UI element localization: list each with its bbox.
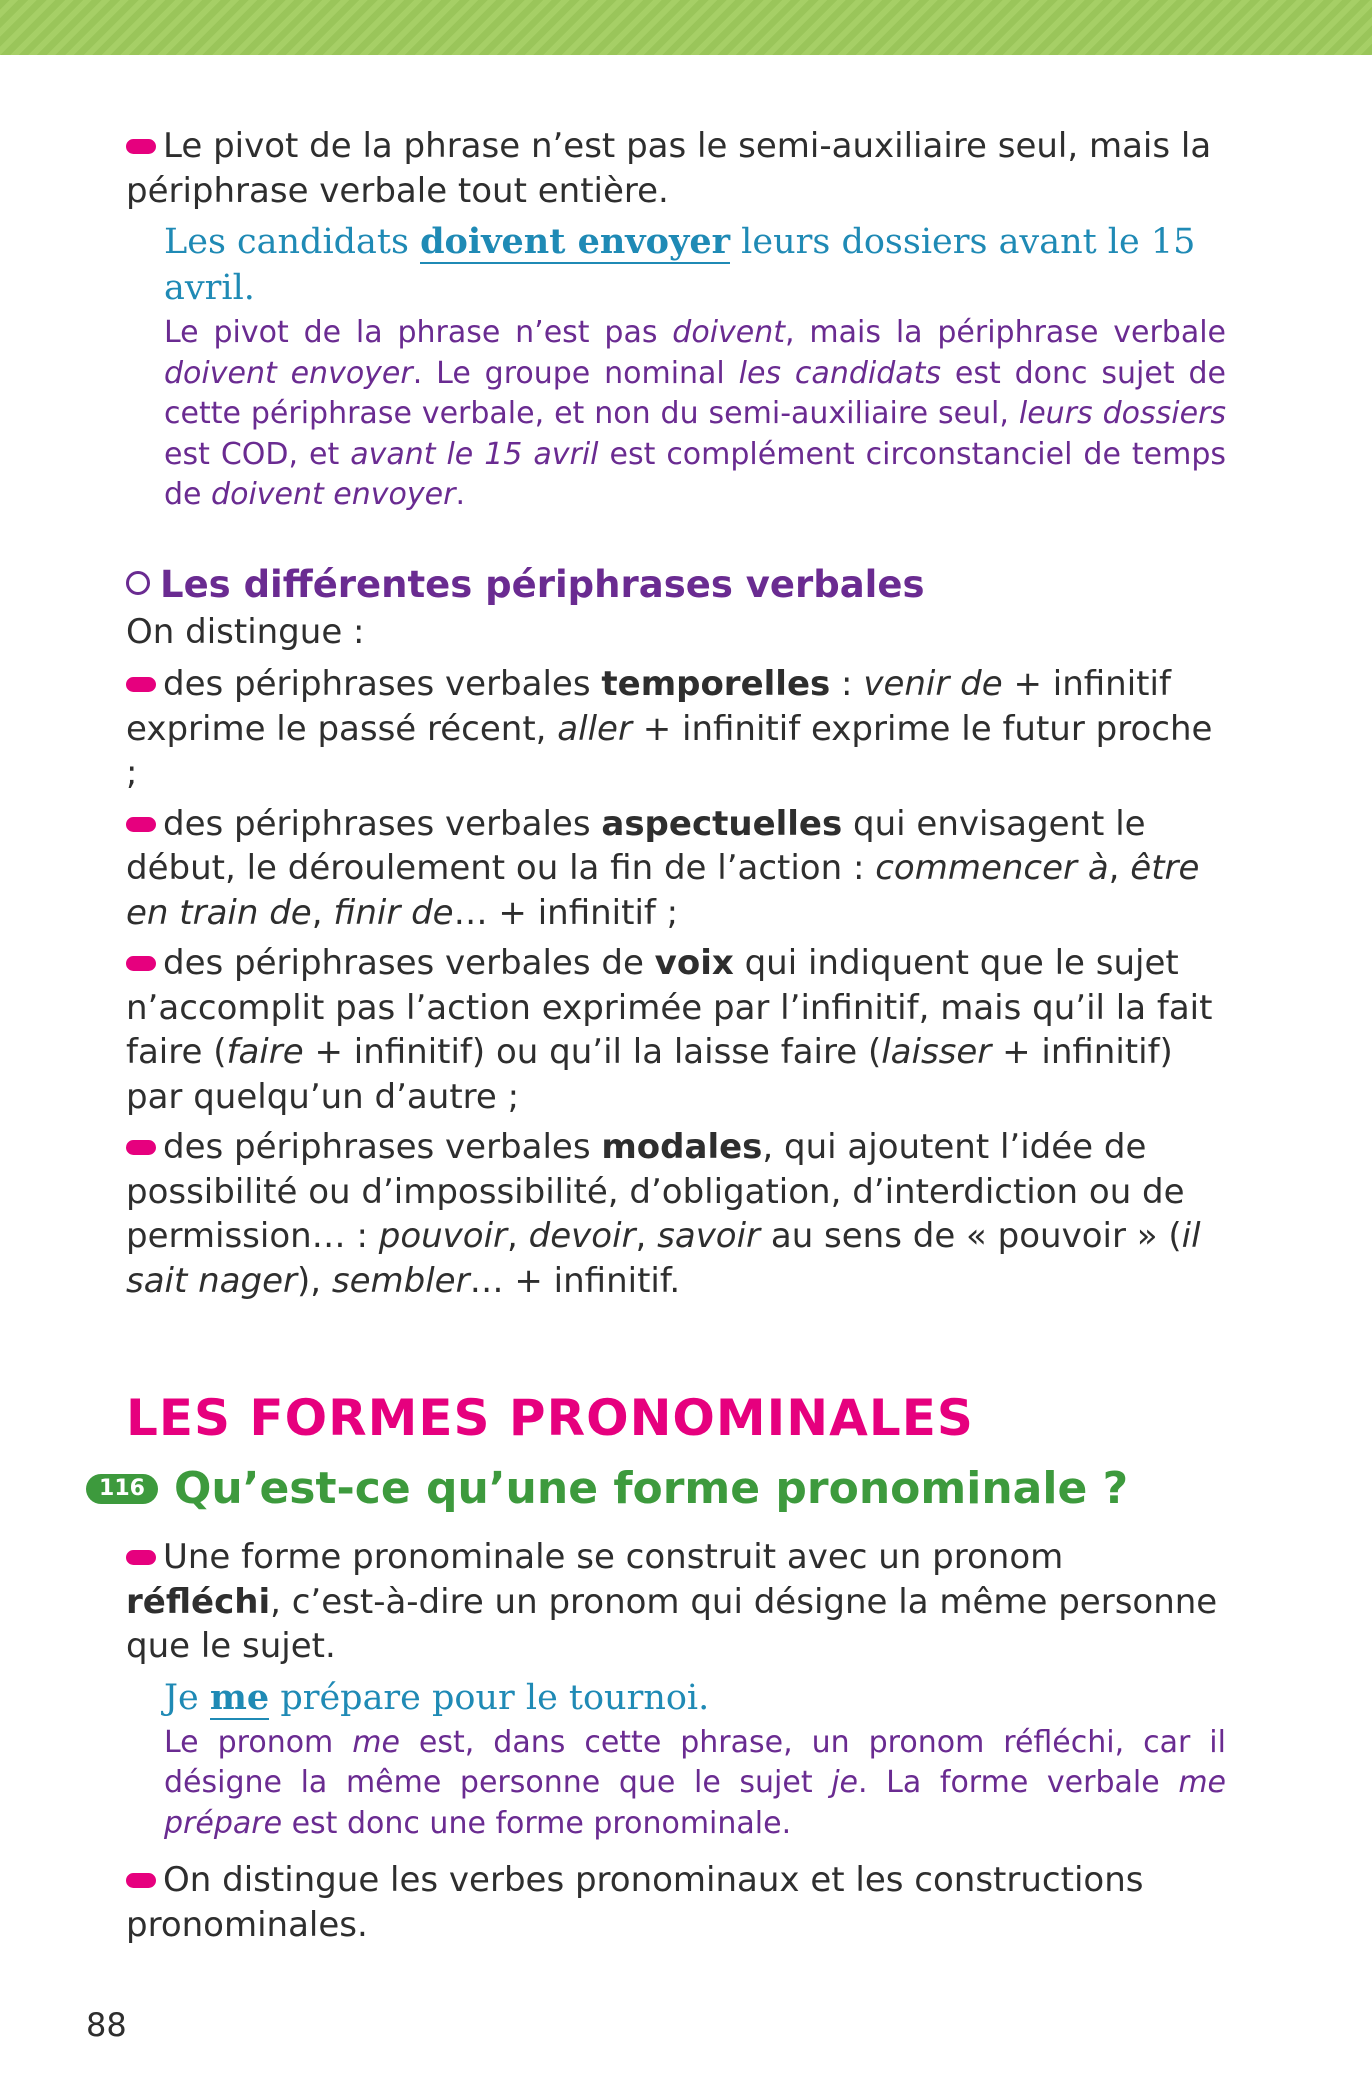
bullet-forme-pronominale [126, 1535, 1226, 1669]
text: des périphrases verbales [163, 664, 602, 704]
note-text: est COD, et [164, 436, 351, 472]
italic-term: laisser [881, 1032, 992, 1072]
note-text: est donc sujet de cette périphrase verbale, et non du semi-auxiliaire seul, [164, 355, 1226, 431]
italic-term: devoir [528, 1216, 636, 1256]
bullet-marker-icon [126, 956, 156, 971]
text: + infinitif) ou qu’il la laisse faire ( [303, 1032, 882, 1072]
text: , [507, 1216, 529, 1256]
italic-term: être en train de [126, 848, 1200, 933]
question-heading [99, 1461, 1226, 1517]
explanation-note [164, 1723, 1226, 1845]
italic-term: finir de [333, 892, 454, 933]
text: + infinitif) par quelqu’un d’autre ; [126, 1032, 1173, 1117]
bullet-temporelles [126, 662, 1226, 796]
bold-term: temporelles [601, 664, 831, 704]
bullet-voix [126, 941, 1226, 1119]
note-italic: les candidats [738, 355, 942, 391]
intro-text: On distingue : [126, 611, 365, 652]
note-text: , mais la périphrase verbale [785, 315, 1227, 350]
text: + infinitif exprime le futur proche ; [126, 708, 1213, 793]
page-number: 88 [86, 2006, 127, 2044]
bullet-marker-icon [126, 139, 156, 154]
bullet-pivot [126, 124, 1226, 213]
bullet-marker-icon [126, 1140, 156, 1155]
note-italic: leurs dossiers [1018, 396, 1226, 431]
example-sentence [164, 1675, 1226, 1721]
bullet-distinction [126, 1858, 1226, 1947]
note-italic: me prépare [164, 1765, 1226, 1841]
example-text: prépare pour le tournoi. [269, 1677, 710, 1718]
bold-term: réfléchi [126, 1581, 271, 1622]
text: qui indiquent que le sujet n’accomplit pas l’action exprimée par l’infinitif, mais qu’il la fait faire ( [126, 943, 1213, 1072]
note-italic: avant le 15 avril [350, 436, 599, 472]
italic-term: aller [557, 708, 632, 749]
example-highlight: me [209, 1676, 270, 1718]
circle-icon [126, 571, 150, 595]
note-text: Le pronom [164, 1724, 353, 1760]
question-number-badge: 116 [86, 1474, 158, 1504]
bullet-text: Le pivot de la phrase n’est pas le semi-auxiliaire seul, mais la périphrase verbale tout entière. [126, 126, 1212, 211]
text: qui envisagent le début, le déroulement ou la fin de l’action : [126, 803, 1146, 888]
bullet-marker-icon [126, 1550, 156, 1565]
text: , [1108, 848, 1131, 888]
section-title: LES FORMES PRONOMINALES [126, 1389, 974, 1447]
note-text: est donc une forme pronominale. [282, 1805, 792, 1841]
note-italic: doivent envoyer [164, 355, 413, 391]
note-italic: je [831, 1765, 859, 1800]
example-sentence [164, 219, 1226, 311]
italic-term: faire [226, 1032, 304, 1072]
note-text: . La forme verbale [858, 1765, 1179, 1800]
text: , c’est-à-dire un pronom qui désigne la même personne que le sujet. [126, 1581, 1218, 1666]
bullet-marker-icon [126, 1873, 156, 1888]
note-italic: doivent [672, 315, 786, 350]
text: au sens de « pouvoir » ( [760, 1216, 1182, 1256]
italic-term: commencer à [875, 848, 1109, 888]
text: ), [297, 1260, 332, 1301]
bullet-marker-icon [126, 817, 156, 832]
text: , qui ajoutent l’idée de possibilité ou d’impossibilité, d’obligation, d’interdiction ou de permission… : [126, 1127, 1185, 1256]
text: , [635, 1216, 658, 1256]
note-text: est complément circonstanciel de temps de [164, 436, 1226, 512]
text: Une forme pronominale se construit avec un pronom [163, 1537, 1064, 1577]
example-text: Les candidats [164, 222, 421, 262]
text: + infinitif exprime le passé récent, [126, 664, 1171, 749]
italic-term: il sait nager [126, 1216, 1201, 1301]
note-text: est, dans cette phrase, un pronom réfléchi, car il désigne la même personne que le sujet [164, 1724, 1226, 1800]
subheading-text: Les différentes périphrases verbales [160, 562, 925, 606]
bold-term: aspectuelles [601, 803, 843, 844]
explanation-note [164, 313, 1226, 516]
note-text: . Le groupe nominal [412, 355, 739, 391]
text: des périphrases verbales [163, 803, 602, 844]
bullet-modales [126, 1125, 1226, 1303]
bullet-marker-icon [126, 677, 156, 692]
note-italic: me [352, 1724, 400, 1760]
bullet-aspectuelles [126, 802, 1226, 936]
subheading [126, 562, 1226, 608]
italic-term: venir de [863, 664, 1003, 704]
text: … + infinitif. [469, 1260, 681, 1301]
question-title: Qu’est-ce qu’une forme pronominale ? [174, 1463, 1129, 1514]
text: , [311, 892, 334, 933]
example-text: leurs dossiers avant le 15 avril. [164, 222, 1196, 308]
italic-term: pouvoir [378, 1216, 508, 1256]
example-highlight: doivent envoyer [420, 221, 731, 262]
top-color-band [0, 0, 1372, 55]
example-text: Je [164, 1677, 210, 1718]
italic-term: savoir [657, 1216, 761, 1256]
italic-term: sembler [331, 1260, 470, 1301]
text: … + infinitif ; [453, 892, 679, 933]
text: des périphrases verbales de [163, 943, 655, 983]
text: : [830, 664, 864, 704]
note-italic: doivent envoyer [211, 477, 456, 512]
note-text: . [455, 477, 465, 512]
note-text: Le pivot de la phrase n’est pas [164, 315, 673, 350]
page-content [99, 124, 1227, 1953]
text: des périphrases verbales [163, 1127, 602, 1167]
bullet-text: On distingue les verbes pronominaux et les constructions pronominales. [126, 1860, 1144, 1945]
bold-term: modales [601, 1127, 763, 1167]
bold-term: voix [654, 943, 734, 983]
